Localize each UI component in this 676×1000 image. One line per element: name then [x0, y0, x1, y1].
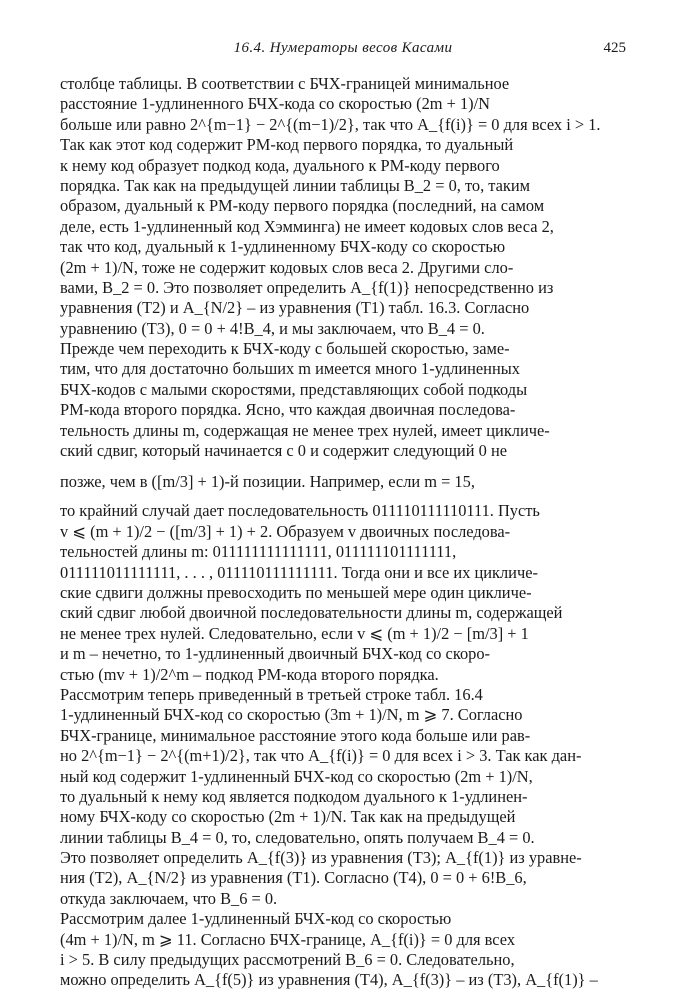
text-line: БЧХ-границе, минимальное расстояние этого кода больше или рав- — [60, 725, 531, 745]
text-line: i > 5. В силу предыдущих рассмотрений B_6 = 0. Следовательно, — [60, 950, 515, 970]
text-line: уравнению (Т3), 0 = 0 + 4!B_4, и мы заключаем, что B_4 = 0. — [60, 318, 485, 338]
text-line: РМ-кода второго порядка. Ясно, что каждая двоичная последова- — [60, 400, 516, 420]
text-line: v ⩽ (m + 1)/2 − ([m/3] + 1) + 2. Образуем v двоичных последова- — [60, 521, 511, 541]
text-line: (2m + 1)/N, тоже не содержит кодовых слов веса 2. Другими сло- — [60, 257, 514, 277]
text-line: порядка. Так как на предыдущей линии таблицы B_2 = 0, то, таким — [60, 175, 531, 195]
text-line: тельность длины m, содержащая не менее трех нулей, имеет цикличе- — [60, 420, 550, 440]
text-line: то дуальный к нему код является подкодом дуального к 1-удлинен- — [60, 786, 528, 806]
text-line: столбце таблицы. В соответствии с БЧХ-границей минимальное — [60, 74, 510, 93]
running-header-title: 16.4. Нумераторы весов Касами — [233, 40, 453, 56]
text-line: ния (Т2), A_{N/2} из уравнения (Т1). Согласно (Т4), 0 = 0 + 6!B_6, — [60, 868, 527, 888]
text-line: откуда заключаем, что B_6 = 0. — [60, 888, 278, 908]
text-line: к нему код образует подкод кода, дуального к РМ-коду первого — [60, 155, 500, 175]
text-line: Рассмотрим далее 1-удлиненный БЧХ-код со скоростью — [60, 909, 452, 929]
text-line: ский сдвиг любой двоичной последовательности длины m, содержащей — [60, 603, 563, 623]
text-line: Так как этот код содержит РМ-код первого порядка, то дуальный — [60, 135, 514, 155]
text-line: не менее трех нулей. Следовательно, если v ⩽ (m + 1)/2 − [m/3] + 1 — [60, 623, 529, 643]
text-line-formula: позже, чем в ([m/3] + 1)-й позиции. Например, если m = 15, — [60, 472, 475, 492]
text-line: тельностей длины m: 011111111111111, 011111101111111, — [60, 542, 457, 562]
text-line: то крайний случай дает последовательность 011110111110111. Пусть — [60, 501, 540, 521]
text-line: ному БЧХ-коду со скоростью (2m + 1)/N. Так как на предыдущей — [60, 807, 516, 827]
running-header — [60, 40, 626, 66]
text-line: (4m + 1)/N, m ⩾ 11. Согласно БЧХ-границе, A_{f(i)} = 0 для всех — [60, 929, 516, 949]
text-line: так что код, дуальный к 1-удлиненному БЧХ-коду со скоростью — [60, 237, 506, 257]
text-line: стью (mv + 1)/2^m – подкод РМ-кода второго порядка. — [60, 664, 439, 684]
text-line: вами, B_2 = 0. Это позволяет определить A_{f(1)} непосредственно из — [60, 277, 554, 297]
text-line: Рассмотрим теперь приведенный в третьей строке табл. 16.4 — [60, 684, 483, 704]
text-line: уравнения (Т2) и A_{N/2} – из уравнения (Т1) табл. 16.3. Согласно — [60, 298, 530, 318]
text-line: 1-удлиненный БЧХ-код со скоростью (3m + 1)/N, m ⩾ 7. Согласно — [60, 705, 523, 725]
text-line: Это позволяет определить A_{f(3)} из уравнения (Т3); A_{f(1)} из уравне- — [60, 848, 582, 868]
text-line: больше или равно 2^{m−1} − 2^{(m−1)/2}, так что A_{f(i)} = 0 для всех i > 1. — [60, 114, 601, 134]
text-line: деле, есть 1-удлиненный код Хэмминга) не имеет кодовых слов веса 2, — [60, 216, 554, 236]
body-text — [60, 74, 626, 991]
text-line: ские сдвиги должны превосходить по меньшей мере один цикличе- — [60, 582, 532, 602]
text-line: расстояние 1-удлиненного БЧХ-кода со скоростью (2m + 1)/N — [60, 94, 491, 114]
text-line: ный код содержит 1-удлиненный БЧХ-код со скоростью (2m + 1)/N, — [60, 766, 533, 786]
text-line: БЧХ-кодов с малыми скоростями, представляющих собой подкоды — [60, 379, 528, 399]
text-line: тим, что для достаточно больших m имеется много 1-удлиненных — [60, 359, 520, 379]
text-line: Прежде чем переходить к БЧХ-коду с большей скоростью, заме- — [60, 339, 510, 359]
text-line: можно определить A_{f(5)} из уравнения (Т4), A_{f(3)} – из (Т3), A_{f(1)} – — [60, 970, 598, 990]
text-line: образом, дуальный к РМ-коду первого порядка (последний, на самом — [60, 196, 545, 216]
text-line: линии таблицы B_4 = 0, то, следовательно, опять получаем B_4 = 0. — [60, 827, 535, 847]
text-line: ский сдвиг, который начинается с 0 и содержит следующий 0 не — [60, 441, 507, 461]
text-line: и m – нечетно, то 1-удлиненный двоичный БЧХ-код со скоро- — [60, 644, 490, 664]
page-number: 425 — [603, 40, 626, 56]
text-line: но 2^{m−1} − 2^{(m+1)/2}, так что A_{f(i)} = 0 для всех i > 3. Так как дан- — [60, 746, 582, 766]
text-line: 011111011111111, . . . , 011110111111111. Тогда они и все их цикличе- — [60, 562, 538, 582]
